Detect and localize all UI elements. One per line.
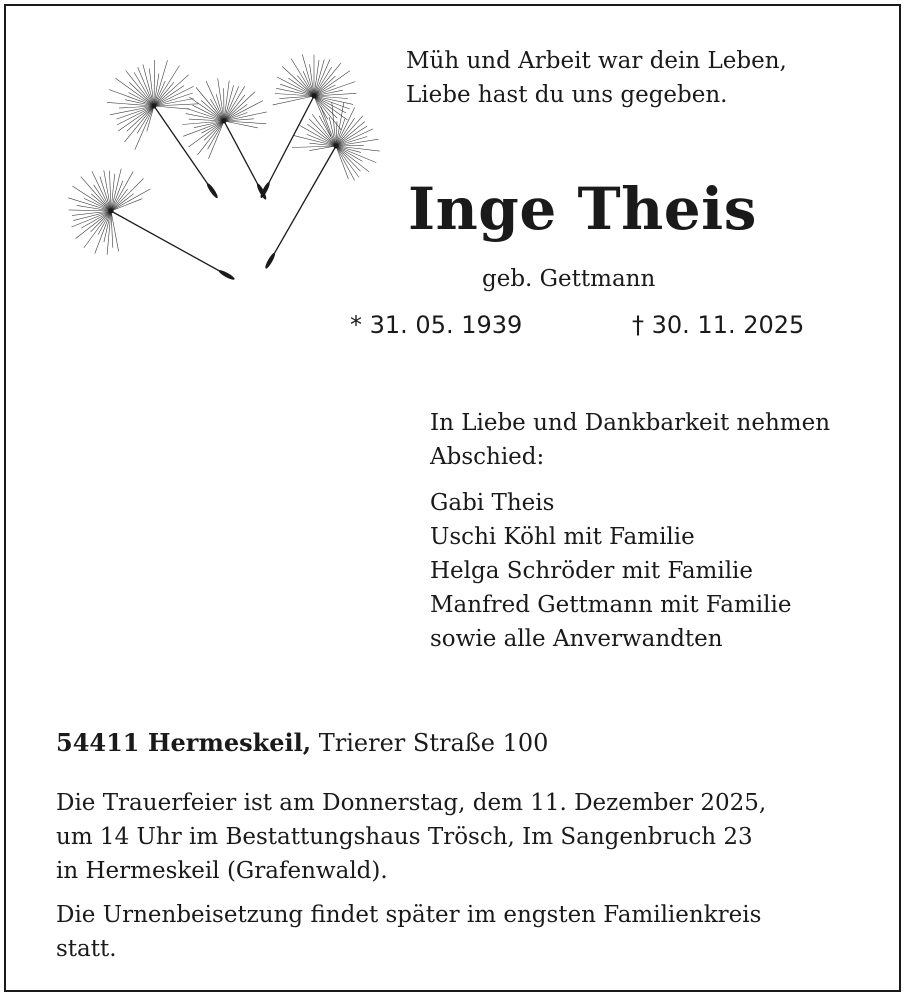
- address: [56, 728, 548, 757]
- urn-burial-info: [56, 898, 761, 966]
- service-line: in Hermeskeil (Grafenwald).: [56, 858, 388, 884]
- urn-line: Die Urnenbeisetzung findet später im engsten Familienkreis: [56, 902, 762, 928]
- mourner-name: Uschi Köhl mit Familie: [430, 524, 695, 550]
- verse-line: Liebe hast du uns gegeben.: [406, 82, 728, 108]
- dandelion-seed: [182, 78, 268, 200]
- mourners-intro: Abschied:: [430, 444, 545, 470]
- service-line: Die Trauerfeier ist am Donnerstag, dem 11. Dezember 2025,: [56, 790, 767, 816]
- verse-line: Müh und Arbeit war dein Leben,: [406, 48, 787, 74]
- mourners-block: [430, 406, 830, 656]
- mourners-intro: In Liebe und Dankbarkeit nehmen: [430, 410, 831, 436]
- dandelion-seed: [107, 60, 219, 199]
- service-line: um 14 Uhr im Bestattungshaus Trösch, Im Sangenbruch 23: [56, 824, 753, 850]
- address-city: 54411 Hermeskeil,: [56, 728, 312, 757]
- urn-line: statt.: [56, 936, 117, 962]
- mourner-name: Helga Schröder mit Familie: [430, 558, 754, 584]
- address-street: Trierer Straße 100: [318, 729, 549, 757]
- dandelion-seeds-icon: [66, 46, 386, 296]
- maiden-name: geb. Gettmann: [482, 266, 656, 292]
- dandelion-seed: [264, 103, 380, 270]
- mourner-name: Gabi Theis: [430, 490, 555, 516]
- mourner-name: sowie alle Anverwandten: [430, 626, 723, 652]
- deceased-name: Inge Theis: [408, 175, 757, 243]
- dandelion-seed: [259, 54, 356, 199]
- obituary-frame: [4, 4, 901, 992]
- death-date: † 30. 11. 2025: [632, 311, 805, 339]
- birth-date: * 31. 05. 1939: [350, 311, 523, 339]
- funeral-service-info: [56, 786, 766, 888]
- verse: [406, 44, 787, 112]
- mourner-name: Manfred Gettmann mit Familie: [430, 592, 792, 618]
